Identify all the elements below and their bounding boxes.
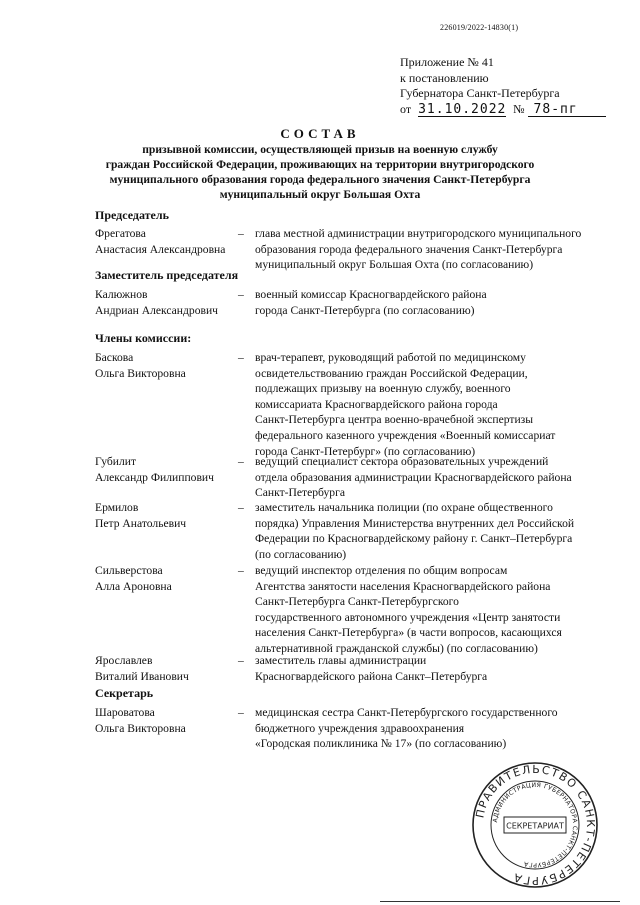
member-position (255, 653, 605, 684)
official-seal-stamp (470, 760, 600, 890)
position-line: глава местной администрации внутригородского муниципального (255, 227, 582, 240)
position-line: города Санкт-Петербург» (по согласованию) (255, 444, 476, 458)
member-position (255, 350, 605, 459)
position-line: военный комиссар Красногвардейского района (255, 288, 487, 301)
document-title: СОСТАВ (280, 126, 360, 141)
dash-separator: – (238, 455, 244, 468)
position-line: врач-терапевт, руководящий работой по медицинскому (255, 351, 526, 364)
section-heading-secretary: Секретарь (95, 686, 154, 700)
appendix-line: Губернатора Санкт-Петербурга (400, 86, 560, 100)
member-name (95, 705, 240, 736)
position-line: Красногвардейского района Санкт–Петербурга (255, 669, 488, 683)
surname: Ермилов (95, 501, 139, 514)
given-names: Анастасия Александровна (95, 242, 226, 256)
section-heading-deputy: Заместитель председателя (95, 268, 239, 282)
number-label: № (513, 101, 525, 116)
dash-separator: – (238, 706, 244, 719)
subtitle-line: граждан Российской Федерации, проживающих на территории внутригородского (105, 158, 535, 171)
given-names: Ольга Викторовна (95, 366, 186, 380)
member-name (95, 350, 240, 381)
section-heading-members: Члены комиссии: (95, 331, 192, 345)
member-name (95, 226, 240, 257)
appendix-line: Приложение № 41 (400, 55, 494, 69)
member-position (255, 226, 605, 273)
dash-separator: – (238, 288, 244, 301)
given-names: Андриан Александрович (95, 303, 219, 317)
surname: Калюжнов (95, 288, 148, 301)
member-position (255, 705, 605, 752)
position-line: Санкт-Петербурга Санкт-Петербургского (255, 595, 459, 609)
appendix-date-line (400, 102, 606, 118)
position-line: федерального казенного учреждения «Военный комиссариат (255, 428, 556, 442)
position-line: ведущий специалист сектора образовательных учреждений (255, 455, 549, 468)
registration-number: 226019/2022-14830(1) (440, 23, 519, 32)
position-line: города Санкт-Петербурга (по согласованию) (255, 303, 475, 317)
position-line: заместитель главы администрации (255, 654, 427, 667)
position-line: заместитель начальника полиции (по охране общественного (255, 501, 553, 514)
appendix-date: 31.10.2022 (418, 101, 507, 117)
member-position (255, 287, 605, 318)
dash-separator: – (238, 654, 244, 667)
bottom-rule (380, 901, 620, 902)
member-position (255, 454, 605, 501)
position-line: медицинская сестра Санкт-Петербургского государственного (255, 706, 558, 719)
position-line: альтернативной гражданской службы) (по согласованию) (255, 641, 538, 655)
position-line: ведущий инспектор отделения по общим вопросам (255, 564, 508, 577)
position-line: отдела образования администрации Красногвардейского района (255, 470, 572, 484)
position-line: порядка) Управления Министерства внутренних дел Российской (255, 516, 575, 530)
member-name (95, 287, 240, 318)
appendix-block (400, 55, 606, 117)
given-names: Александр Филиппович (95, 470, 214, 484)
position-line: (по согласованию) (255, 547, 347, 561)
surname: Фрегатова (95, 227, 146, 240)
subtitle-line: муниципального образования города федерального значения Санкт-Петербурга (109, 173, 531, 186)
position-line: образования города федерального значения Санкт-Петербурга (255, 242, 563, 256)
dash-separator: – (238, 351, 244, 364)
member-name (95, 500, 240, 531)
position-line: подлежащих призыву на военную службу, военного (255, 382, 511, 396)
seal-inner-text: АДМИНИСТРАЦИЯ ГУБЕРНАТОРА САНКТ-ПЕТЕРБУРГА (492, 781, 579, 869)
seal-outer-text: ПРАВИТЕЛЬСТВО САНКТ-ПЕТЕРБУРГА (473, 762, 598, 888)
position-line: комиссариата Красногвардейского района города (255, 397, 498, 411)
surname: Губилит (95, 455, 137, 468)
surname: Шароватова (95, 706, 155, 719)
document-title-block (60, 126, 580, 202)
position-line: Агентства занятости населения Красногвардейского района (255, 579, 551, 593)
position-line: Санкт-Петербурга (255, 486, 345, 500)
surname: Сильверстова (95, 564, 163, 577)
appendix-line: к постановлению (400, 70, 489, 85)
surname: Баскова (95, 351, 134, 364)
position-line: муниципальный округ Большая Охта (по согласованию) (255, 258, 534, 272)
section-heading-chair: Председатель (95, 208, 169, 222)
given-names: Алла Ароновна (95, 579, 172, 593)
surname: Ярославлев (95, 654, 153, 667)
dash-separator: – (238, 564, 244, 577)
appendix-number: 78-пг (528, 103, 606, 117)
position-line: государственного автономного учреждения «Центр занятости (255, 610, 561, 624)
seal-center-text: СЕКРЕТАРИАТ (506, 821, 564, 831)
position-line: бюджетного учреждения здравоохранения (255, 721, 465, 735)
member-name (95, 563, 240, 594)
member-name (95, 653, 240, 684)
position-line: населения Санкт-Петербурга» (в части вопросов, касающихся (255, 626, 562, 640)
position-line: «Городская поликлиника № 17» (по согласованию) (255, 737, 507, 751)
given-names: Ольга Викторовна (95, 721, 186, 735)
given-names: Виталий Иванович (95, 669, 189, 683)
from-label: от (400, 101, 412, 116)
position-line: Санкт-Петербурга центра военно-врачебной экспертизы (255, 413, 534, 427)
member-position (255, 500, 605, 562)
dash-separator: – (238, 227, 244, 240)
position-line: Федерации по Красногвардейскому району г. Санкт–Петербурга (255, 532, 573, 546)
position-line: освидетельствованию граждан Российской Федерации, (255, 366, 528, 380)
given-names: Петр Анатольевич (95, 516, 187, 530)
dash-separator: – (238, 501, 244, 514)
member-name (95, 454, 240, 485)
subtitle-line: призывной комиссии, осуществляющей призыв на военную службу (142, 143, 498, 156)
member-position (255, 563, 605, 657)
subtitle-line: муниципальный округ Большая Охта (219, 188, 421, 201)
